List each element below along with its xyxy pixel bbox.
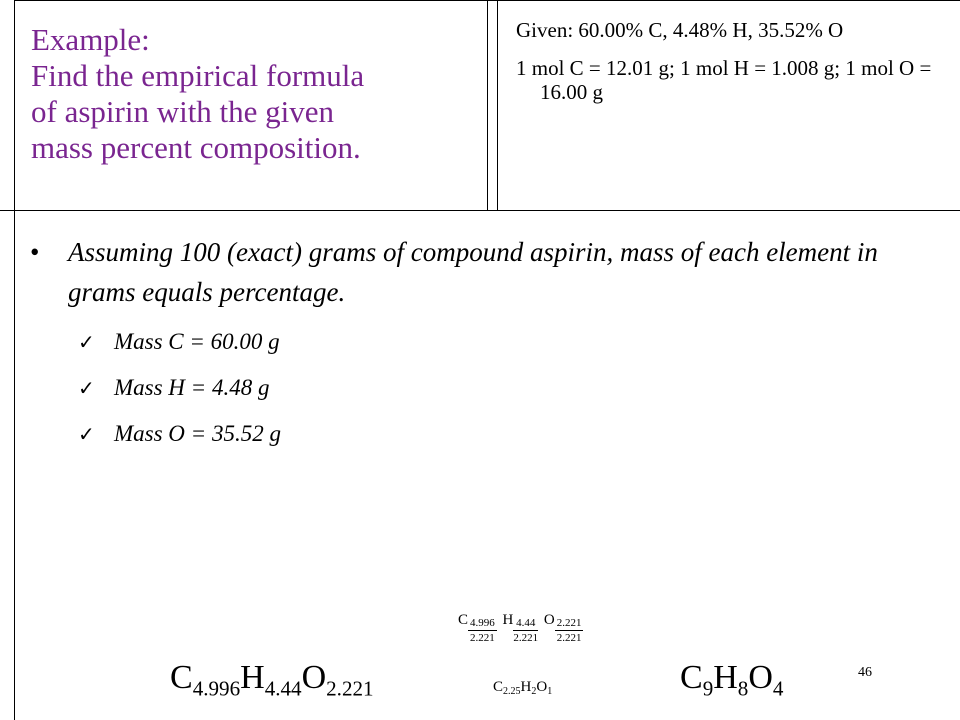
- main-bullet-text: Assuming 100 (exact) grams of compound aspirin, mass of each element in grams equals percentage.: [68, 237, 878, 307]
- example-text-block: [31, 22, 451, 166]
- fraction-numerator: 4.44: [516, 617, 536, 629]
- subscript: 8: [737, 676, 749, 701]
- fraction-bar: [468, 630, 497, 631]
- example-line-3: of aspirin with the given: [31, 94, 335, 129]
- fraction-numerator: 4.996: [470, 617, 495, 629]
- check-item: [78, 374, 269, 402]
- subscript: 4.44: [264, 676, 302, 701]
- checkmark-icon: ✓: [78, 376, 95, 400]
- frame-header-bottom-line: [0, 210, 960, 211]
- element-symbol: C: [493, 679, 504, 695]
- fraction-denominator: 2.221: [513, 632, 539, 644]
- element-symbol: H: [240, 659, 265, 696]
- example-heading: Example:: [31, 22, 150, 57]
- element-symbol: C: [170, 659, 193, 696]
- fraction-denominator: 2.221: [556, 632, 582, 644]
- checkmark-icon: ✓: [78, 422, 95, 446]
- given-molar-masses: 1 mol C = 12.01 g; 1 mol H = 1.008 g; 1 mol O = 16.00 g: [516, 56, 932, 104]
- check-item: [78, 420, 281, 448]
- element-symbol: H: [713, 659, 738, 696]
- fraction-numerator: 2.221: [556, 617, 582, 629]
- fraction-bar: [555, 630, 584, 631]
- element-symbol: H: [502, 612, 514, 628]
- checkmark-icon: ✓: [78, 330, 95, 354]
- frame-divider-line-2: [497, 0, 498, 210]
- frame-divider-line-1: [487, 0, 488, 210]
- fraction-denominator: 2.221: [470, 632, 495, 644]
- subscript: 9: [702, 676, 714, 701]
- formula-divided-by-smallest: [458, 612, 585, 644]
- subscript: 2.25: [503, 686, 521, 697]
- example-line-2: Find the empirical formula: [31, 58, 365, 93]
- subscript: 2.221: [326, 676, 374, 701]
- subscript: 4: [772, 676, 784, 701]
- formula-intermediate-ratio: [493, 678, 552, 696]
- subscript: 1: [547, 686, 553, 697]
- subscript: 4.996: [192, 676, 241, 701]
- fraction-group-c: [458, 612, 497, 644]
- formula-empirical: [680, 658, 784, 701]
- element-symbol: O: [301, 659, 327, 696]
- element-symbol: C: [680, 659, 703, 696]
- frame-left-line: [14, 0, 15, 720]
- element-symbol: O: [543, 612, 555, 628]
- element-symbol: C: [458, 612, 469, 628]
- element-symbol: O: [536, 679, 548, 695]
- check-item-text: Mass H = 4.48 g: [114, 375, 270, 400]
- given-text-block: [516, 18, 946, 104]
- fraction: [555, 617, 584, 644]
- subscript: 2: [531, 686, 537, 697]
- check-item-text: Mass O = 35.52 g: [114, 421, 281, 446]
- element-symbol: O: [748, 659, 773, 696]
- example-line-4: mass percent composition.: [31, 130, 361, 165]
- check-item-text: Mass C = 60.00 g: [114, 329, 280, 354]
- fraction-group-h: [503, 612, 539, 644]
- formula-moles-ratio: [170, 658, 374, 701]
- fraction: [468, 617, 497, 644]
- element-symbol: H: [520, 679, 532, 695]
- fraction-group-o: [544, 612, 584, 644]
- check-item: [78, 328, 280, 356]
- fraction: [513, 617, 538, 644]
- bullet-dot-icon: •: [30, 237, 40, 267]
- fraction-bar: [513, 630, 538, 631]
- given-composition: Given: 60.00% C, 4.48% H, 35.52% O: [516, 18, 844, 42]
- slide-number: 46: [858, 665, 872, 680]
